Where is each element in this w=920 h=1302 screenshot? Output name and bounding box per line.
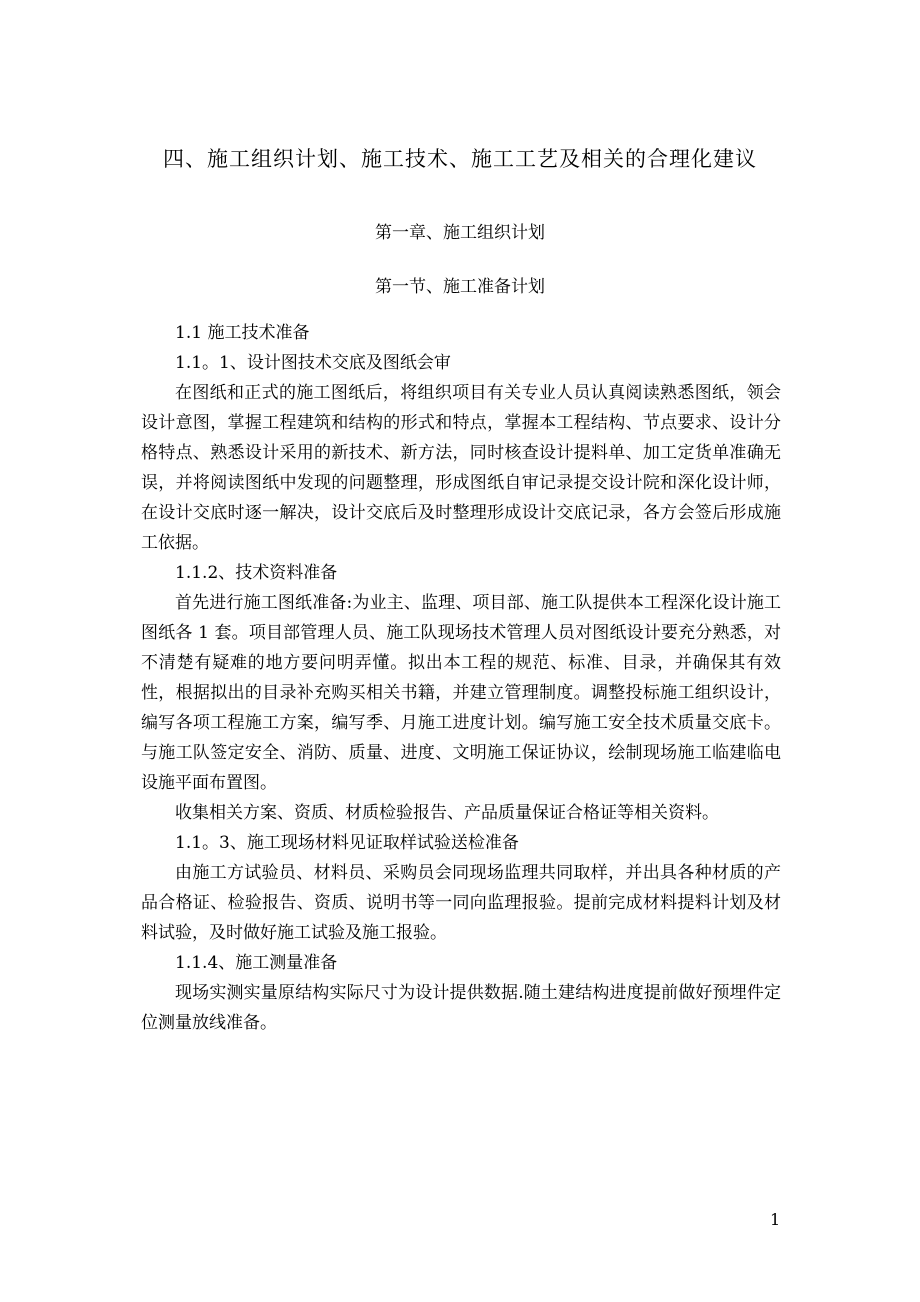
paragraph-collect-materials: 收集相关方案、资质、材质检验报告、产品质量保证合格证等相关资料。 — [175, 803, 719, 823]
section-title: 第一节、施工准备计划 — [375, 277, 545, 297]
paragraph-survey: 现场实测实量原结构实际尺寸为设计提供数据.随土建结构进度提前做好预埋件定位测量放线准备。 — [141, 983, 781, 1033]
main-title: 四、施工组织计划、施工技术、施工工艺及相关的合理化建议 — [163, 147, 757, 171]
paragraph-technical-documents: 首先进行施工图纸准备:为业主、监理、项目部、施工队提供本工程深化设计施工图纸各 1 套。项目部管理人员、施工队现场技术管理人员对图纸设计要充分熟悉，对不清楚有疑难的地方要问明弄懂。拟出本工程的规范、标准、目录，并确保其有效性，根据拟出的目录补充购买相关书籍，并建立管理制度。调整投标施工组织设计，编写各项工程施工方案，编写季、月施工进度计划。编写施工安全技术质量交底卡。与施工队签定安全、消防、质量、进度、文明施工保证协议，绘制现场施工临建临电设施平面布置图。 — [141, 593, 781, 793]
heading-1-1-4: 1.1.4、施工测量准备 — [175, 953, 338, 973]
page-number: 1 — [770, 1210, 781, 1229]
document-body — [141, 318, 781, 1038]
heading-1-1-3: 1.1。3、施工现场材料见证取样试验送检准备 — [175, 833, 519, 853]
chapter-title: 第一章、施工组织计划 — [375, 223, 545, 243]
paragraph-sampling: 由施工方试验员、材料员、采购员会同现场监理共同取样，并出具各种材质的产品合格证、检验报告、资质、说明书等一同向监理报验。提前完成材料提料计划及材料试验，及时做好施工试验及施工报验。 — [141, 863, 781, 943]
paragraph-design-review: 在图纸和正式的施工图纸后，将组织项目有关专业人员认真阅读熟悉图纸，领会设计意图，掌握工程建筑和结构的形式和特点，掌握本工程结构、节点要求、设计分格特点、熟悉设计采用的新技术、新方法，同时核查设计提料单、加工定货单准确无误，并将阅读图纸中发现的问题整理，形成图纸自审记录提交设计院和深化设计师，在设计交底时逐一解决，设计交底后及时整理形成设计交底记录，各方会签后形成施工依据。 — [141, 383, 781, 553]
heading-1-1-1: 1.1。1、设计图技术交底及图纸会审 — [175, 353, 451, 373]
heading-1-1-2: 1.1.2、技术资料准备 — [175, 563, 338, 583]
heading-1-1: 1.1 施工技术准备 — [175, 323, 310, 343]
